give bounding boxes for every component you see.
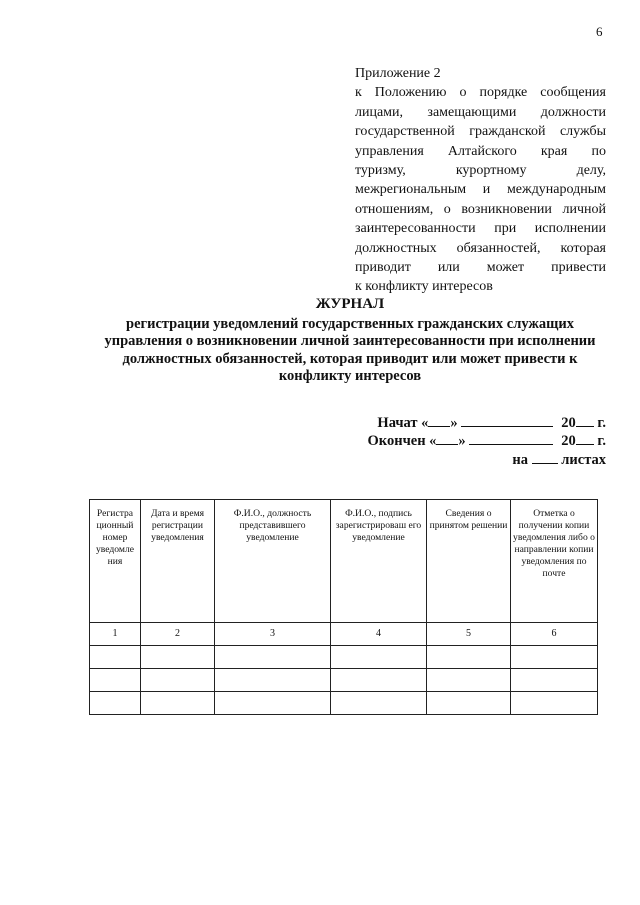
- column-number-row: [90, 623, 598, 646]
- started-year-blank: [576, 414, 594, 427]
- sheets-row: [368, 451, 606, 469]
- appendix-line: лицами, замещающими должности: [355, 104, 606, 120]
- started-century: 20: [561, 415, 576, 431]
- journal-subtitle-line: регистрации уведомлений государственных гражданских служащих: [126, 315, 574, 332]
- table-cell: [511, 692, 598, 715]
- appendix-line: должностных обязанностей, которая: [355, 240, 606, 256]
- header-reg-number: Регистра ционный номер уведомле ния: [90, 500, 141, 623]
- header-decision: Сведения о принятом решении: [427, 500, 511, 623]
- started-mid: »: [450, 415, 462, 431]
- table-cell: [141, 669, 215, 692]
- started-day-blank: [428, 414, 450, 427]
- table-cell: [331, 669, 427, 692]
- started-date-row: [368, 414, 606, 432]
- column-number: 1: [90, 623, 141, 646]
- sheets-suffix: листах: [557, 451, 606, 468]
- header-datetime: Дата и время регистрации уведомления: [141, 500, 215, 623]
- table-cell: [511, 669, 598, 692]
- column-number: 2: [141, 623, 215, 646]
- ended-month-blank: [469, 432, 553, 445]
- table-cell: [511, 646, 598, 669]
- appendix-line: управления Алтайского края по: [355, 143, 606, 159]
- appendix-line: отношениям, о возникновении личной: [355, 201, 606, 217]
- table-cell: [331, 692, 427, 715]
- journal-heading: [60, 296, 640, 386]
- table-cell: [141, 692, 215, 715]
- appendix-line: туризму, курортному делу,: [355, 163, 606, 179]
- ended-date-row: [368, 432, 606, 450]
- registration-table: [89, 499, 598, 715]
- appendix-line: заинтересованности при исполнении: [355, 221, 606, 237]
- ended-mid: »: [458, 433, 470, 450]
- table-cell: [215, 669, 331, 692]
- table-cell: [90, 669, 141, 692]
- header-submitter: Ф.И.О., должность представившего уведомление: [215, 500, 331, 623]
- table-cell: [90, 692, 141, 715]
- journal-subtitle-line: должностных обязанностей, которая приводит или может привести к: [122, 350, 578, 367]
- journal-title: ЖУРНАЛ: [315, 296, 385, 312]
- column-number: 5: [427, 623, 511, 646]
- table-cell: [427, 692, 511, 715]
- started-year-suffix: г.: [593, 415, 606, 431]
- table-cell: [427, 646, 511, 669]
- ended-year-blank: [576, 432, 594, 445]
- appendix-header: [355, 64, 606, 297]
- table-row: [90, 692, 598, 715]
- header-registrar: Ф.И.О., подпись зарегистрироваш его уведомление: [331, 500, 427, 623]
- ended-year-suffix: г.: [593, 433, 606, 450]
- column-number: 6: [511, 623, 598, 646]
- appendix-line: приводит или может привести: [355, 260, 606, 276]
- table-cell: [141, 646, 215, 669]
- appendix-line: межрегиональным и международным: [355, 182, 606, 198]
- appendix-line: к конфликту интересов: [355, 279, 493, 295]
- started-month-blank: [461, 414, 553, 427]
- journal-dates: [368, 414, 606, 469]
- table-row: [90, 646, 598, 669]
- table-cell: [331, 646, 427, 669]
- appendix-title: Приложение 2: [355, 66, 441, 81]
- ended-label: Окончен «: [367, 433, 437, 450]
- page-number: 6: [596, 24, 603, 39]
- ended-day-blank: [436, 432, 458, 445]
- table-cell: [427, 669, 511, 692]
- ended-century: 20: [561, 433, 576, 450]
- sheets-count-blank: [532, 451, 558, 464]
- journal-subtitle-line: конфликту интересов: [278, 368, 422, 385]
- appendix-line: государственной гражданской службы: [355, 124, 606, 140]
- header-copy-mark: Отметка о получении копии уведомления либо о направлении копии уведомления по почте: [511, 500, 598, 623]
- appendix-line: к Положению о порядке сообщения: [355, 85, 606, 101]
- table-cell: [215, 646, 331, 669]
- column-number: 3: [215, 623, 331, 646]
- table-row: [90, 669, 598, 692]
- started-label: Начат «: [377, 415, 429, 431]
- table-cell: [215, 692, 331, 715]
- table-cell: [90, 646, 141, 669]
- sheets-prefix: на: [512, 451, 532, 468]
- column-number: 4: [331, 623, 427, 646]
- journal-subtitle-line: управления о возникновении личной заинтересованности при исполнении: [104, 333, 596, 350]
- table-header-row: [90, 500, 598, 623]
